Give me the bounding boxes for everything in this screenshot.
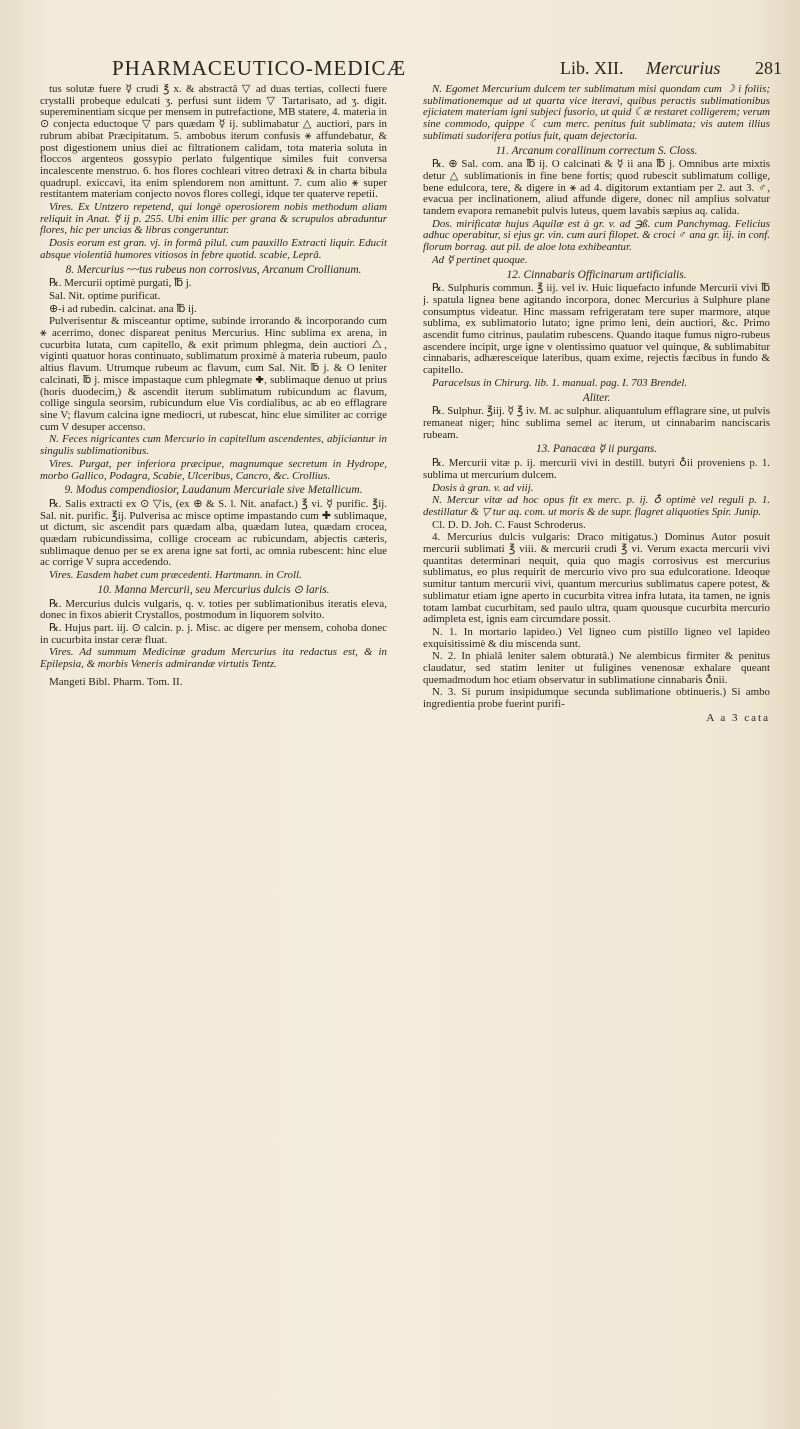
running-header [112, 56, 782, 86]
italic-note: Dosis à gran. v. ad viij. [432, 481, 534, 494]
footer-signature: Mangeti Bibl. Pharm. Tom. II. [49, 675, 183, 688]
paragraph: ℞. Mercurii vitæ p. ij. mercurii vivi in destill. butyri ♁ii proveniens p. 1. sublima ut mercurium dulcem. [423, 457, 770, 481]
right-column [423, 84, 770, 1414]
section-heading: 10. Manna Mercurii, seu Mercurius dulcis ⊙ laris. [97, 583, 330, 596]
paragraph: 4. Mercurius dulcis vulgaris: Draco mitigatus.) Dominus Autor posuit mercurii sublimati ℥ viii. & mercurii crudi ℥ vi. Verum exacta mercurii vivi quantitas determinari nequit, quia quo magis corrosivus est mercurius sublimatus, eo plus requirit de mercurio vivo pro sua edulcoratione. Ideoque sumitur tantum mercurii vivi, quantum mercurius sublimatus capere potest, & sublimatur etiam igne aperto in cucurbita vitrea infra lutata, ita tamen, ne ignis totam lambat cucurbitam, sed paulo ultra, quam quousque cucurbita mercurio adimpleta est, ignis eam circumdare possit. [423, 531, 770, 626]
recipe-line: Sal. Nit. optime purificat. [49, 289, 161, 302]
catchword: A a 3 cata [706, 711, 770, 724]
left-column [40, 84, 387, 1414]
italic-note: Dosis eorum est gran. vj. in formâ pilul. cum pauxillo Extracti liquir. Educit absque violentiâ humores vitiosos in febre quotid. scabie, Leprâ. [40, 237, 387, 261]
italic-note: Ad ☿ pertinet quoque. [432, 253, 528, 266]
italic-note: Vires. Easdem habet cum præcedenti. Hartmann. in Croll. [49, 569, 302, 582]
paragraph: ℞. Mercurius dulcis vulgaris, q. v. toties per sublimationibus iteratis eleva, donec in fixos abierit Crystallos, postmodum in liquorem solvito. [40, 597, 387, 622]
paragraph: ℞. Sulphuris commun. ℥ iij. vel iv. Huic liquefacto infunde Mercurii vivi ℔ j. spatula lignea bene agitando incorpora, donec Mercurius à Sulphure plane consumptus videatur. Hinc massam refrigeratam tere super marmore, atque sublima, ex sublimatorio lutato; igne primo leni, dein auctiori, &c. Primo ascendit fumo citrinus, paulatim rubescens. Quando itaque fumus nigro-rubeus ascendere incipit, urge igne v olentissimo quatuor vel quinque, & sublimabitur cinnabaris, adhæresceique lateribus, quam exime, rejectis fæcibus in fundo & capitello. [423, 282, 770, 377]
italic-note: Vires. Ex Untzero repetend, qui longè operosiorem nobis methodum aliam reliquit in Anat. ☿ ij p. 255. Ubi enim illic per grana & scrupulos abraduntur flores, hic per uncias & libras congeruntur. [40, 201, 387, 237]
book-number: Lib. XII. [560, 58, 624, 78]
text-columns [40, 84, 784, 1414]
italic-note: Vires. Purgat, per inferiora præcipue, magnumque secretum in Hydrope, morbo Gallico, Podagra, Scabie, Ulceribus, Cancro, &c. Crollius. [40, 457, 387, 482]
running-title: PHARMACEUTICO-MEDICÆ [112, 56, 407, 80]
paragraph: N. 1. In mortario lapideo.) Vel ligneo cum pistillo ligneo vel lapideo exquisitissimè & diu miscenda sunt. [423, 625, 770, 650]
paragraph: tus solutæ fuere ☿ crudi ℥ x. & abstractâ ▽ ad duas tertias, collecti fuere crystalli probeque edulcati ʒ. perfusi sunt iidem ▽ Tartarisato, ad ʒ. digit. supereminentiam sicque per mensem in putrefactione, MB statere, 4. materia in ⊙ conjecta eductoque ▽ pars quædam ☿ ij. sublimabatur △ auctiori, pars in rubrum abibat Præcipitatum. 5. ambobus iterum confusis ⚹ affundebatur, & post digestionem unius diei ac filtrationem calidam, tota materia soluta in floccos argenteos gossypio perlato fulgentique similes fuit conversa incalescente menstruo. 6. hos flores cochleari vitreo detraxi & in charta bibula quadrupl. exiccavi, ita enim splendorem non amittunt. 7. cum alio ⚹ super restitantem materiam conjecto novos flores collegi, idque ter quaterve repetii. [40, 84, 387, 201]
section-heading: 13. Panacæa ☿ ii purgans. [535, 443, 658, 456]
running-subject: Mercurius [646, 58, 721, 78]
recipe-line: ⊕-i ad rubedin. calcinat. ana ℔ ij. [49, 302, 197, 315]
italic-note: N. Feces nigricantes cum Mercurio in capitellum ascendentes, abjiciantur in singulis sublimationibus. [40, 433, 387, 458]
section-heading: 9. Modus compendiosior, Laudanum Mercuriale sive Metallicum. [64, 484, 363, 497]
paragraph: ℞. Salis extracti ex ⊙ ▽is, (ex ⊕ & S. l. Nit. anafact.) ℥ vi. ☿ purific. ℥ij. Sal. nit. purific. ℥ij. Pulverisa ac misce optime impastando cum ✚ sublimaque, ut dictum, sic ascendit pars quædam alba, quædam lutea, quædam crocea, quædam rubicundissima, collige croceam ac rubicundam, abjectis cæteris, sublimaque denuo per se ex arena igne sat forti, ac omnia rubescent: hinc elue ac corrige V supra accedendo. [40, 497, 387, 569]
page-number: 281 [755, 58, 782, 78]
italic-note: N. Mercur vitæ ad hoc opus fit ex merc. p. ij. ♁ optimè vel reguli p. 1. destillatur & ▽ tur aq. com. ut moris & de supr. flagret aliquoties Spir. Junip. [423, 494, 770, 518]
paragraph: ℞. Hujus part. iij. ⊙ calcin. p. j. Misc. ac digere per mensem, cohoba donec in cucurbita instar ceræ fluat. [40, 621, 387, 646]
section-heading: 12. Cinnabaris Officinarum artificialis. [506, 268, 687, 281]
paragraph: Cl. D. D. Joh. C. Faust Schroderus. [432, 518, 586, 531]
section-heading: Aliter. [582, 391, 611, 404]
italic-note: Dos. mirificatæ hujus Aquilæ est à gr. v. ad ℈ß. cum Panchymag. Felicius adhuc operabitur, si ejus gr. vin. cum auri filopet. & croci ♂ ana gr. iij. in conf. florum borrag. aut pil. de aloe lota exhibeantur. [423, 217, 770, 254]
recipe-line: ℞. Mercurii optimè purgati, ℔ j. [49, 277, 192, 290]
paragraph: N. 2. In phialâ leniter salem obturatâ.) Ne alembicus firmiter & penitus claudatur, sed statim leniter ut fuligines venenosæ exhalare queant quemadmodum hoc etiam observatur in sublimatione cinnabaris ♁nii. [423, 650, 770, 686]
section-heading: 8. Mercurius ~~tus rubeus non corrosivus, Arcanum Crollianum. [65, 263, 362, 276]
paragraph: ℞. ⊕ Sal. com. ana ℔ ij. O calcinati & ☿ ii ana ℔ j. Omnibus arte mixtis detur △ sublimationis in fine bene fortis; quod rubescit sublimatum collige, bene edulcora, tere, & digere in ⚹ ad 4. digitorum extantiam per 2. aut 3. ♂, evacua per inclinationem, aliud affunde digere, donec nil amplius solvatur tandem evapora remanebit pulvis luteus, quem lavabis sæpius aq. calida. [423, 158, 770, 218]
italic-note: Vires. Ad summum Medicinæ gradum Mercurius ita redactus est, & in Epilepsia, & morbis Veneris admirandæ virtutis Tentz. [40, 646, 387, 671]
paragraph: ℞. Sulphur. ℥iij. ☿ ℥ iv. M. ac sulphur. aliquantulum efflagrare sine, ut pulvis remaneat niger; hinc sublima semel ac iterum, ut cinnabarim nanciscaris rubeam. [423, 405, 770, 441]
italic-note: N. Egomet Mercurium dulcem ter sublimatum misi quondam cum ☽ i foliis; sublimationemque ad ut quarta vice iteravi, quibus peractis sublimationibus ejiciatem materiam igni subjeci fusorio, ut quid ☾æ restaret colligerem; verum sine commodo, quippe ☾ cum merc. penitus fuit sublimata; vis autem illius sublimati sudorifera potius fuit, quam dejectoria. [423, 84, 770, 142]
paragraph: N. 3. Si purum insipidumque secunda sublimatione obtinueris.) Si ambo ingredientia probe fuerint purifi- [423, 686, 770, 711]
italic-note: Paracelsus in Chirurg. lib. 1. manual. pag. I. 703 Brendel. [432, 376, 688, 389]
section-heading: 11. Arcanum corallinum correctum S. Closs. [495, 144, 698, 157]
paragraph: Pulverisentur & misceantur optime, subinde irrorando & incorporando cum ⚹ acerrimo, donec dispareat penitus Mercurius. Hinc sublima ex arena, in cucurbita lutata, cum capitello, & exit primum phlegma, dein auctiori △, viginti quatuor horas continuato, sublimatum proximè à materia rubeum, paulo altius flavum. Utrumque rubeum ac flavum, cum Sal. Nit. ℔ j. & O leniter calcinati, ℔ j. misce impastaque cum phlegmate ✚, sublimaque denuo ut prius (horis duodecim,) & ascendit iterum sublimatum rubicundum ac flavum, collige singula seorsim, rubicundum elue Vis cordialibus, ac ab eo efflagrare sine V; flavum calcina igne mediocri, ut rubescat, hinc elue similiter ac corrige cum V desuper accenso. [40, 315, 387, 433]
